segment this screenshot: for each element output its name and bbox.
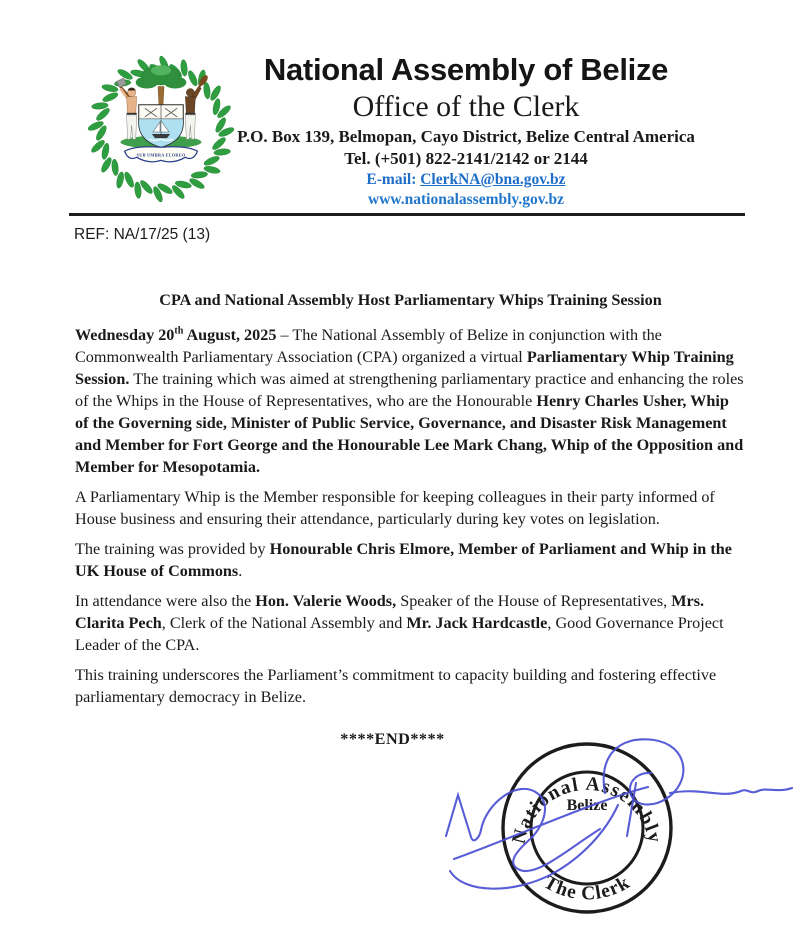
stamp-arc-top-text: National Assembly	[508, 773, 666, 846]
paragraph-4: In attendance were also the Hon. Valerie Woods, Speaker of the House of Representatives, Mrs. Clarita Pech, Clerk of the National Assembly and Mr. Jack Hardcastle, Good Governance Project Leader of the CPA.	[75, 592, 724, 654]
press-release-body	[75, 289, 746, 750]
document-title: CPA and National Assembly Host Parliamentary Whips Training Session	[159, 291, 662, 309]
stamp-arc-bottom-text: The Clerk	[540, 871, 634, 905]
phone-line: Tel. (+501) 822-2141/2142 or 2144	[344, 148, 588, 168]
letterhead	[188, 54, 744, 209]
office-subtitle: Office of the Clerk	[352, 89, 580, 123]
clerk-seal	[503, 744, 671, 912]
clerk-signature	[446, 739, 792, 888]
header-divider	[69, 213, 745, 216]
org-name: National Assembly of Belize	[263, 52, 669, 87]
paragraph-2: A Parliamentary Whip is the Member responsible for keeping colleagues in their party informed of House business and ensuring their attendance, particularly during key votes on legislation.	[75, 488, 715, 528]
end-marker: ****END****	[340, 730, 445, 748]
left-woodcutter-figure	[116, 78, 136, 139]
email-link[interactable]: ClerkNA@bna.gov.bz	[420, 171, 566, 189]
motto-text: SUB UMBRA FLOREO	[136, 152, 186, 158]
email-line	[188, 171, 744, 189]
paragraph-5: This training underscores the Parliament’s commitment to capacity building and fostering effective parliamentary democracy in Belize.	[75, 666, 717, 706]
reference-number: REF: NA/17/25 (13)	[74, 226, 211, 243]
mahogany-tree	[136, 65, 187, 106]
address-line: P.O. Box 139, Belmopan, Cayo District, Belize Central America	[237, 127, 695, 147]
paragraph-3: The training was provided by Honourable Chris Elmore, Member of Parliament and Whip in the UK House of Commons.	[75, 540, 732, 580]
email-label: E-mail:	[366, 171, 421, 189]
motto-banner	[125, 147, 198, 162]
clerk-stamp-and-signature	[440, 731, 805, 936]
svg-text:The Clerk	[540, 872, 634, 905]
website-link[interactable]: www.nationalassembly.gov.bz	[368, 190, 564, 208]
paragraph-1: Wednesday 20th August, 2025 – The National Assembly of Belize in conjunction with the Commonwealth Parliamentary Association (CPA) organized a virtual Parliamentary Whip Training Session. The training which was aimed at strengthening parliamentary practice and enhancing the roles of the Whips in the House of Representatives, who are the Honourable Henry Charles Usher, Whip of the Governing side, Minister of Public Service, Governance, and Disaster Risk Management and Member for Fort George and the Honourable Lee Mark Chang, Whip of the Opposition and Member for Mesopotamia.	[75, 325, 744, 476]
stamp-center-text: Belize	[566, 797, 608, 814]
